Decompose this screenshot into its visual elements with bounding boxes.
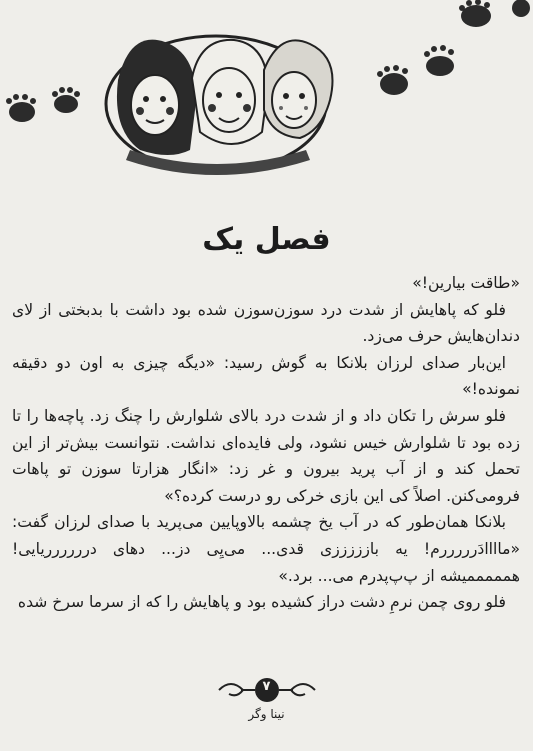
- chapter-title: فصل یک: [202, 222, 331, 257]
- girl-illustration: [117, 40, 196, 155]
- paragraph: فلو روی چمن نرمِ دشت دراز کشیده بود و پاهایش را که از سرما سرخ شده: [17, 593, 506, 612]
- girl-illustration: [192, 40, 268, 144]
- chapter-body: [12, 270, 520, 616]
- scarf-band: [126, 150, 310, 175]
- paw-print-icon: [424, 45, 454, 76]
- author-name: نینا وگر: [248, 707, 285, 721]
- paragraph: بلانکا همان‌طور که در آب یخ چشمه بالاوپایین می‌پرید با صدای لرزان گفت: «ماااادَرررررم! یه بازززززی قدی... می‌یِی دز... دهای درررررریایی! همممممیشه از پ‌پ‌پدرم می... برد.»: [12, 513, 520, 585]
- paragraph: فلو سرش را تکان داد و از شدت درد بالای شلوارش را چنگ زد. پاچه‌ها را تا زده بود تا شلوارش خیس نشود، ولی فایده‌ای نداشت. نتوانست بیش‌تر از این تحمل کند و از آب پرید بیرون و غر زد: «انگار هزارتا سوزن تو پاهات فرومی‌کنن. اصلاً کی این بازی خرکی رو درست کرده؟»: [12, 406, 520, 505]
- paw-print-icon: [512, 0, 530, 17]
- paw-print-icon: [52, 87, 80, 113]
- paragraph: این‌بار صدای لرزان بلانکا به گوش رسید: «دیگه چیزی به اون دو دقیقه نمونده!»: [12, 353, 520, 399]
- paw-print-icon: [459, 0, 491, 27]
- paw-print-icon: [377, 65, 408, 95]
- page-number: ۷: [262, 679, 271, 694]
- paragraph: فلو که پاهایش از شدت درد سوزن‌سوزن شده بود داشت با بدبختی از لای دندان‌هایش حرف می‌زد.: [12, 300, 520, 346]
- paragraph: «طاقت بیارین!»: [412, 274, 520, 292]
- paw-print-icon: [6, 94, 36, 122]
- chapter-header-illustration: [0, 0, 533, 190]
